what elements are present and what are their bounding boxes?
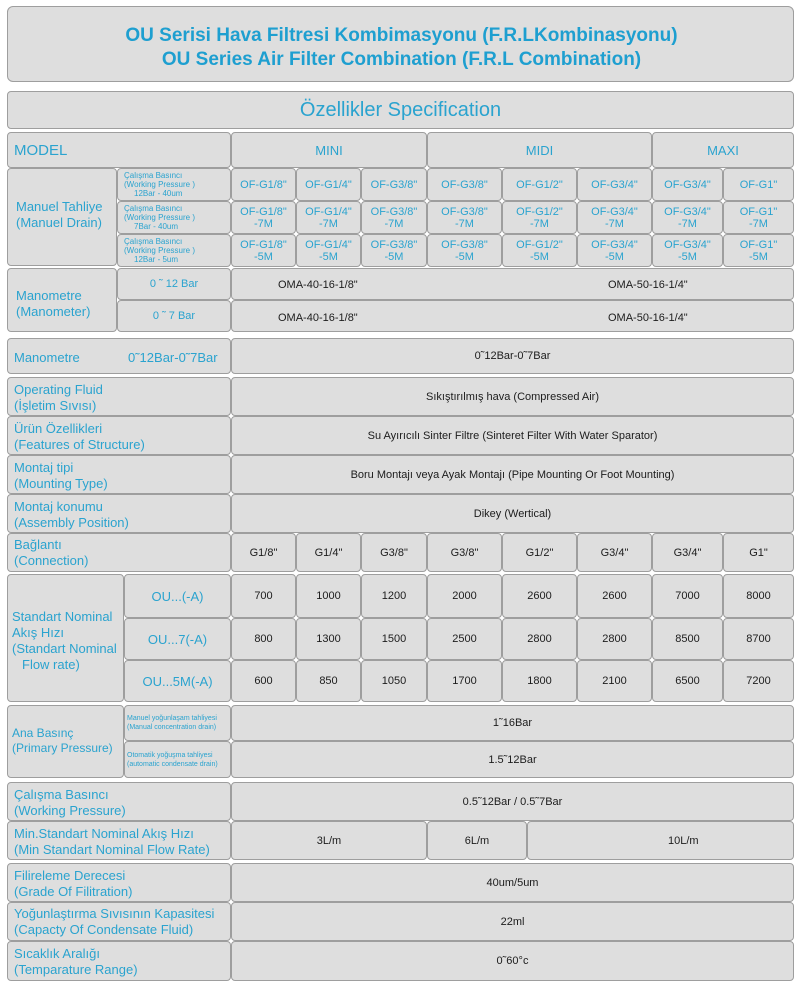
flow-value-cell xyxy=(427,660,502,702)
cell-text: 800 xyxy=(254,633,273,645)
cell-text: -7M xyxy=(530,217,549,230)
connection-size-cell xyxy=(231,533,296,572)
cell-text: Çalışma Basıncı xyxy=(124,237,183,246)
cell-text: -7M xyxy=(605,217,624,230)
cell-text: 1200 xyxy=(381,590,407,602)
cell-text: (Working Pressure ) xyxy=(124,246,195,255)
title-english: OU Series Air Filter Combination (F.R.L Combination) xyxy=(161,49,642,70)
cell-text: Çalışma Basıncı xyxy=(124,204,183,213)
temperature-value: 0˜60°c xyxy=(231,941,794,981)
cell-text: 1700 xyxy=(452,675,477,687)
cell-text: 850 xyxy=(319,675,338,687)
cell-text: OF-G1" xyxy=(739,205,778,218)
min-flow-label: Min.Standart Nominal Akış Hızı (Min Standart Nominal Flow Rate) xyxy=(7,821,231,860)
manometer-range-12: 0 ˜ 12 Bar xyxy=(117,268,231,300)
drain-code-cell xyxy=(723,168,794,201)
flow-value-cell xyxy=(361,660,427,702)
cell-text: -7M xyxy=(749,217,768,230)
cell-text: 2100 xyxy=(602,675,627,687)
drain-code-cell xyxy=(427,201,502,234)
connection-size-cell xyxy=(652,533,723,572)
flow-value-cell xyxy=(427,574,502,618)
flow-value-cell xyxy=(577,660,652,702)
cell-text: OF-G1/4" xyxy=(305,205,352,218)
cell-text: OF-G3/4" xyxy=(664,178,711,191)
cell-text: OF-G3/4" xyxy=(664,205,711,218)
primary-manual-sub: Manuel yoğunlaşam tahliyesi (Manual concentration drain) xyxy=(124,705,231,741)
drain-code-cell xyxy=(361,234,427,267)
cell-text: -7M xyxy=(384,217,404,230)
flow-value-cell xyxy=(296,618,361,660)
cell-text: (Working Pressure ) xyxy=(124,213,195,222)
cell-text: OF-G3/4" xyxy=(591,238,638,251)
mounting-value: Boru Montajı veya Ayak Montajı (Pipe Mounting Or Foot Mounting) xyxy=(231,455,794,494)
primary-auto-sub: Otomatik yoğuşma tahliyesi (automatic condensate drain) xyxy=(124,741,231,778)
drain-code-cell xyxy=(361,201,427,234)
cell-text: G3/8" xyxy=(450,546,479,559)
temperature-label: Sıcaklık Aralığı (Temparature Range) xyxy=(7,941,231,981)
cell-text: 1000 xyxy=(316,590,341,602)
condensate-label: Yoğunlaştırma Sıvısının Kapasitesi (Capacty Of Condensate Fluid) xyxy=(7,902,231,941)
manometer-range-label-cell: Manometre 0˜12Bar-0˜7Bar xyxy=(7,338,231,374)
cell-text: 7000 xyxy=(675,590,700,602)
cell-text: OF-G3/8" xyxy=(441,205,488,218)
flow-value-cell xyxy=(652,618,723,660)
connection-size-cell xyxy=(427,533,502,572)
drain-code-cell xyxy=(723,234,794,267)
cell-text: OU...7(-A) xyxy=(147,631,208,647)
model-label: MODEL xyxy=(14,141,68,159)
cell-text: 2600 xyxy=(527,590,552,602)
flow-value-cell xyxy=(427,618,502,660)
manual-drain-label-cell: Manuel Tahliye (Manuel Drain) xyxy=(7,168,117,266)
working-pressure-value: 0.5˜12Bar / 0.5˜7Bar xyxy=(231,782,794,821)
primary-manual-value: 1˜16Bar xyxy=(231,705,794,741)
cell-text: G3/4" xyxy=(673,546,702,559)
flow-value-cell xyxy=(577,574,652,618)
cell-text: OF-G3/4" xyxy=(591,178,638,191)
flow-value-cell xyxy=(502,618,577,660)
cell-text: G1" xyxy=(749,546,768,559)
flow-value-cell xyxy=(723,574,794,618)
drain-code-cell xyxy=(296,234,361,267)
drain-code-cell xyxy=(652,201,723,234)
flow-value-cell xyxy=(296,574,361,618)
cell-text: 6500 xyxy=(675,675,700,687)
drain-code-cell xyxy=(296,201,361,234)
model-label-cell xyxy=(7,132,231,168)
cell-text: 7200 xyxy=(746,675,771,687)
cell-text: G1/4" xyxy=(314,546,343,559)
cell-text: 8700 xyxy=(746,633,771,645)
flow-value-cell xyxy=(231,660,296,702)
assembly-label: Montaj konumu (Assembly Position) xyxy=(7,494,231,533)
cell-text: -7M xyxy=(254,217,273,230)
model-mini: MINI xyxy=(231,132,427,168)
min-flow-midi: 6L/m xyxy=(427,821,527,860)
flow-value-cell xyxy=(231,574,296,618)
cell-text: -7M xyxy=(319,217,338,230)
cell-text: 2000 xyxy=(452,590,477,602)
primary-auto-value: 1.5˜12Bar xyxy=(231,741,794,778)
cell-text: OF-G1/8" xyxy=(240,205,287,218)
manometer-range-7: 0 ˜ 7 Bar xyxy=(117,300,231,332)
cell-text: OF-G1" xyxy=(739,178,778,191)
cell-text: 1050 xyxy=(381,675,407,687)
flow-value-cell xyxy=(577,618,652,660)
manometer-label-cell: Manometre (Manometer) xyxy=(7,268,117,332)
header-panel xyxy=(7,6,794,82)
cell-text: -5M xyxy=(605,250,624,263)
drain-code-cell xyxy=(577,201,652,234)
flow-model-0 xyxy=(124,574,231,618)
flow-value-cell xyxy=(652,574,723,618)
flow-value-cell xyxy=(502,660,577,702)
cell-text: OU...5M(-A) xyxy=(142,673,213,689)
drain-code-cell xyxy=(577,234,652,267)
mounting-label: Montaj tipi (Mounting Type) xyxy=(7,455,231,494)
drain-code-cell xyxy=(502,201,577,234)
drain-code-cell xyxy=(361,168,427,201)
title-turkish: OU Serisi Hava Filtresi Kombimasyonu (F.R.LKombinasyonu) xyxy=(125,25,678,46)
cell-text: Çalışma Basıncı xyxy=(124,171,183,180)
flow-value-cell xyxy=(296,660,361,702)
drain-condition-1 xyxy=(117,201,231,234)
cell-text: 2800 xyxy=(527,633,552,645)
min-flow-maxi: 10L/m xyxy=(527,821,794,860)
drain-code-cell xyxy=(502,234,577,267)
cell-text: OF-G1/8" xyxy=(240,238,287,251)
working-pressure-label: Çalışma Basıncı (Working Pressure) xyxy=(7,782,231,821)
cell-text: -5M xyxy=(678,250,697,263)
min-flow-mini: 3L/m xyxy=(231,821,427,860)
cell-text: -7M xyxy=(678,217,697,230)
cell-text: OF-G3/8" xyxy=(370,238,418,251)
cell-text: OF-G1/2" xyxy=(516,205,563,218)
flow-value-cell xyxy=(723,660,794,702)
cell-text: G3/4" xyxy=(600,546,629,559)
cell-text: 12Bar - 5um xyxy=(134,255,179,264)
cell-text: OF-G3/8" xyxy=(370,178,418,191)
drain-code-cell xyxy=(231,234,296,267)
connection-label: Bağlantı (Connection) xyxy=(7,533,231,572)
drain-code-cell xyxy=(427,168,502,201)
cell-text: OF-G1/2" xyxy=(516,178,563,191)
flow-model-2 xyxy=(124,660,231,702)
connection-size-cell xyxy=(361,533,427,572)
structure-label: Ürün Özellikleri (Features of Structure) xyxy=(7,416,231,455)
cell-text: 8000 xyxy=(746,590,771,602)
cell-text: G1/2" xyxy=(525,546,554,559)
drain-code-cell xyxy=(231,168,296,201)
cell-text: G3/8" xyxy=(380,546,408,559)
flow-value-cell xyxy=(361,574,427,618)
filtration-value: 40um/5um xyxy=(231,863,794,902)
drain-code-cell xyxy=(723,201,794,234)
cell-text: 1300 xyxy=(316,633,341,645)
cell-text: OF-G3/4" xyxy=(591,205,638,218)
spec-title-bar xyxy=(7,91,794,129)
flow-model-1 xyxy=(124,618,231,660)
cell-text: 700 xyxy=(254,590,273,602)
manometer-value-7: OMA-40-16-1/8" OMA-50-16-1/4" xyxy=(231,300,794,332)
flow-value-cell xyxy=(723,618,794,660)
model-maxi: MAXI xyxy=(652,132,794,168)
cell-text: -5M xyxy=(254,250,273,263)
cell-text: -5M xyxy=(384,250,404,263)
cell-text: 2500 xyxy=(452,633,477,645)
drain-condition-0 xyxy=(117,168,231,201)
flow-value-cell xyxy=(361,618,427,660)
assembly-value: Dikey (Wertical) xyxy=(231,494,794,533)
drain-code-cell xyxy=(577,168,652,201)
spec-title: Özellikler Specification xyxy=(299,98,502,121)
manometer-range-value: 0˜12Bar-0˜7Bar xyxy=(231,338,794,374)
connection-size-cell xyxy=(723,533,794,572)
cell-text: G1/8" xyxy=(249,546,278,559)
flow-value-cell xyxy=(652,660,723,702)
cell-text: -5M xyxy=(455,250,474,263)
cell-text: OF-G3/8" xyxy=(441,178,488,191)
cell-text: OF-G1/4" xyxy=(305,178,352,191)
connection-size-cell xyxy=(502,533,577,572)
operating-fluid-label: Operating Fluid (İşletim Sıvısı) xyxy=(7,377,231,416)
cell-text: 2800 xyxy=(602,633,627,645)
cell-text: 1800 xyxy=(527,675,552,687)
cell-text: OF-G3/8" xyxy=(370,205,418,218)
cell-text: 12Bar - 40um xyxy=(134,189,183,198)
cell-text: OF-G3/8" xyxy=(441,238,488,251)
cell-text: OF-G1/2" xyxy=(516,238,563,251)
model-midi: MIDI xyxy=(427,132,652,168)
cell-text: OF-G3/4" xyxy=(664,238,711,251)
drain-code-cell xyxy=(652,234,723,267)
structure-value: Su Ayırıcılı Sinter Filtre (Sinteret Filter With Water Sparator) xyxy=(231,416,794,455)
cell-text: 600 xyxy=(254,675,273,687)
manometer-value-12: OMA-40-16-1/8" OMA-50-16-1/4" xyxy=(231,268,794,300)
primary-pressure-label: Ana Basınç (Primary Pressure) xyxy=(7,705,124,778)
drain-code-cell xyxy=(502,168,577,201)
filtration-label: Filireleme Derecesi (Grade Of Filitration) xyxy=(7,863,231,902)
cell-text: OU...(-A) xyxy=(151,588,204,604)
cell-text: 1500 xyxy=(381,633,407,645)
cell-text: (Working Pressure ) xyxy=(124,180,195,189)
cell-text: -5M xyxy=(530,250,549,263)
cell-text: OF-G1" xyxy=(739,238,778,251)
cell-text: -5M xyxy=(749,250,768,263)
cell-text: 8500 xyxy=(675,633,700,645)
cell-text: 2600 xyxy=(602,590,627,602)
cell-text: OF-G1/4" xyxy=(305,238,352,251)
cell-text: -7M xyxy=(455,217,474,230)
drain-code-cell xyxy=(296,168,361,201)
cell-text: -5M xyxy=(319,250,338,263)
condensate-value: 22ml xyxy=(231,902,794,941)
flow-value-cell xyxy=(231,618,296,660)
drain-code-cell xyxy=(231,201,296,234)
connection-size-cell xyxy=(577,533,652,572)
operating-fluid-value: Sıkıştırılmış hava (Compressed Air) xyxy=(231,377,794,416)
flow-label-cell: Standart Nominal Akış Hızı (Standart Nominal Flow rate) xyxy=(7,574,124,702)
drain-code-cell xyxy=(427,234,502,267)
flow-value-cell xyxy=(502,574,577,618)
connection-size-cell xyxy=(296,533,361,572)
cell-text: OF-G1/8" xyxy=(240,178,287,191)
drain-code-cell xyxy=(652,168,723,201)
cell-text: 7Bar - 40um xyxy=(134,222,179,231)
drain-condition-2 xyxy=(117,234,231,267)
